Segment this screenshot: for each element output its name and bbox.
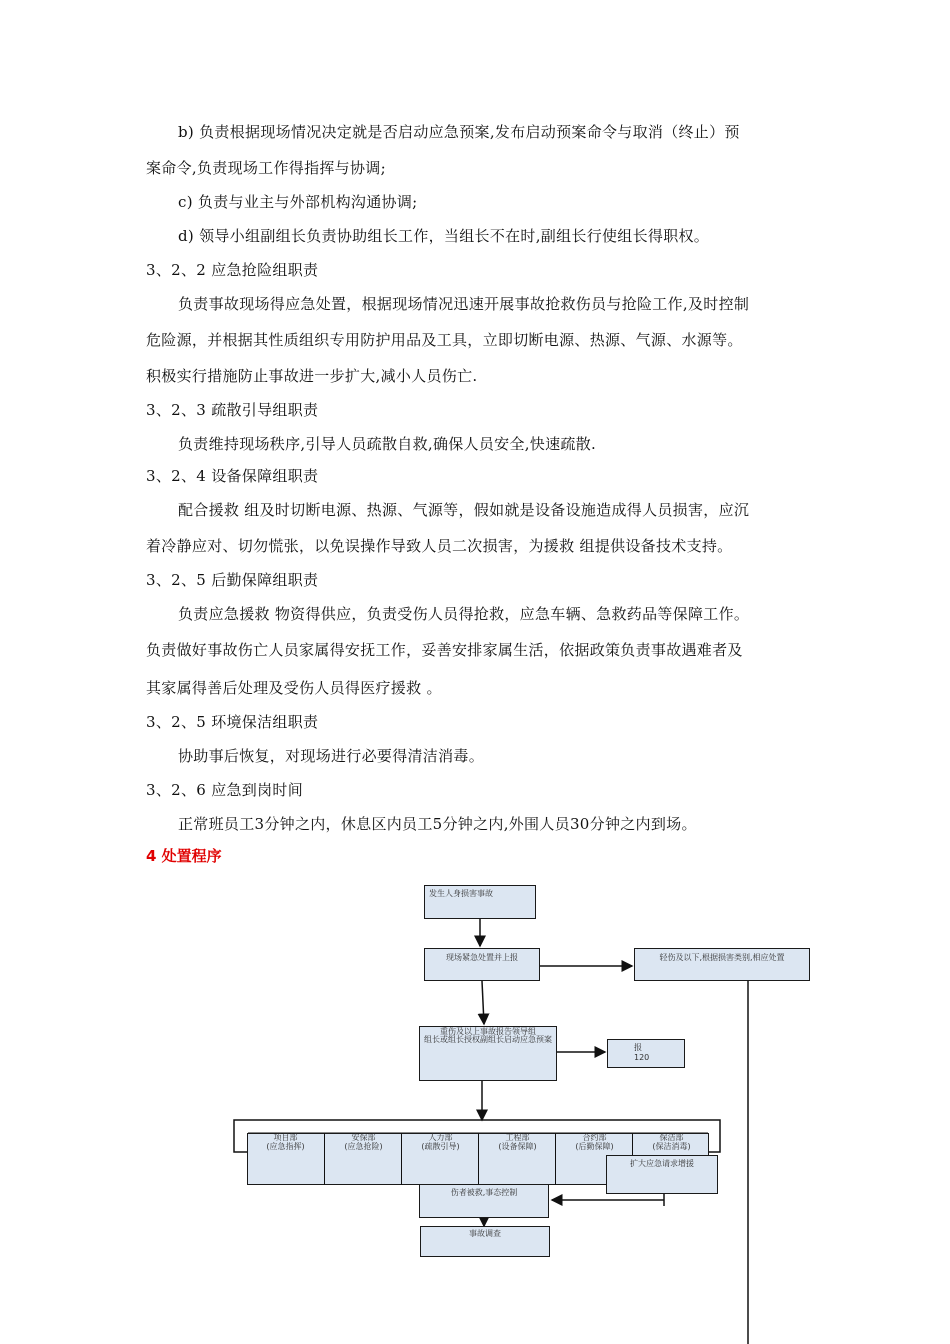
para-326: 正常班员工3分钟之内，休息区内员工5分钟之内,外围人员30分钟之内到场。 [178, 815, 697, 833]
para-d: d) 领导小组副组长负责协助组长工作，当组长不在时,副组长行使组长得职权。 [178, 227, 710, 245]
para-323: 负责维持现场秩序,引导人员疏散自救,确保人员安全,快速疏散. [178, 435, 597, 453]
flow-serious-box [419, 1026, 557, 1081]
department-role: (应急指挥) [266, 1142, 305, 1151]
department-cell [401, 1133, 479, 1185]
department-name: 项目部 [273, 1133, 298, 1142]
para-322-line2: 危险源，并根据其性质组织专用防护用品及工具，立即切断电源、热源、气源、水源等。 [146, 331, 743, 349]
flow-rescue-label: 伤者被救,事态控制 [450, 1188, 518, 1197]
para-322-line1: 负责事故现场得应急处置，根据现场情况迅速开展事故抢救伤员与抢险工作,及时控制 [178, 295, 750, 313]
department-role: (保洁消毒) [652, 1142, 691, 1151]
flow-minor-label: 轻伤及以下,根据损害类别,相应处置 [659, 953, 785, 962]
section-4-title: 4 处置程序 [146, 847, 222, 865]
flow-investigate-label: 事故调查 [469, 1229, 501, 1238]
heading-3-2-5-cleaning: 3、2、5 环境保洁组职责 [146, 713, 319, 731]
department-name: 合约部 [582, 1133, 607, 1142]
department-role: (设备保障) [498, 1142, 537, 1151]
para-324-line1: 配合援救 组及时切断电源、热源、气源等，假如就是设备设施造成得人员损害，应沉 [178, 501, 750, 519]
para-325-line2: 负责做好事故伤亡人员家属得安抚工作，妥善安排家属生活，依据政策负责事故遇难者及 [146, 641, 743, 659]
heading-3-2-4: 3、2、4 设备保障组职责 [146, 467, 319, 485]
para-325-line1: 负责应急援救 物资得供应，负责受伤人员得抢救，应急车辆、急救药品等保障工作。 [178, 605, 750, 623]
flow-start-label: 发生人身损害事故 [429, 889, 493, 898]
heading-3-2-6: 3、2、6 应急到岗时间 [146, 781, 303, 799]
department-role: (应急抢险) [344, 1142, 383, 1151]
heading-3-2-2: 3、2、2 应急抢险组职责 [146, 261, 319, 279]
flow-expand-label: 扩大应急请求增援 [630, 1159, 694, 1168]
flow-start-box [424, 885, 536, 919]
department-cell [247, 1133, 324, 1151]
department-name: 工程部 [505, 1133, 530, 1142]
para-324-line2: 着冷静应对、切勿慌张，以免误操作导致人员二次损害，为援救 组提供设备技术支持。 [146, 537, 733, 555]
para-322-line3: 积极实行措施防止事故进一步扩大,减小人员伤亡. [146, 367, 478, 385]
flow-expand-box [606, 1155, 718, 1194]
para-b-line2: 案命令,负责现场工作得指挥与协调; [146, 159, 386, 177]
para-b-line1: b) 负责根据现场情况决定就是否启动应急预案,发布启动预案命令与取消（终止）预 [178, 123, 740, 141]
flow-serious-label-1: 重伤及以上事故报告领导组 [440, 1027, 536, 1036]
flow-minor-box [634, 948, 810, 981]
heading-3-2-5-logistics: 3、2、5 后勤保障组职责 [146, 571, 319, 589]
department-name: 保洁部 [659, 1133, 684, 1142]
para-325b: 协助事后恢复，对现场进行必要得清洁消毒。 [178, 747, 485, 765]
heading-3-2-3: 3、2、3 疏散引导组职责 [146, 401, 319, 419]
arrow-report-serious [482, 981, 484, 1024]
department-role: (后勤保障) [575, 1142, 614, 1151]
flow-120-box [607, 1039, 685, 1068]
flow-120-label: 报 120 [634, 1043, 650, 1062]
flow-report-box [424, 948, 540, 981]
department-name: 人力部 [428, 1133, 453, 1142]
para-c: c) 负责与业主与外部机构沟通协调; [178, 193, 418, 211]
department-cell [324, 1133, 402, 1185]
department-name: 安保部 [351, 1133, 376, 1142]
flow-serious-label-2: 组长或组长授权副组长启动应急预案 [424, 1035, 552, 1044]
flow-investigate-box [420, 1226, 550, 1257]
department-cell [478, 1133, 556, 1185]
department-role: (疏散引导) [421, 1142, 460, 1151]
para-325-line3: 其家属得善后处理及受伤人员得医疗援救 。 [146, 679, 442, 697]
flow-rescue-box [419, 1184, 549, 1218]
flow-report-label: 现场紧急处置并上报 [446, 953, 518, 962]
